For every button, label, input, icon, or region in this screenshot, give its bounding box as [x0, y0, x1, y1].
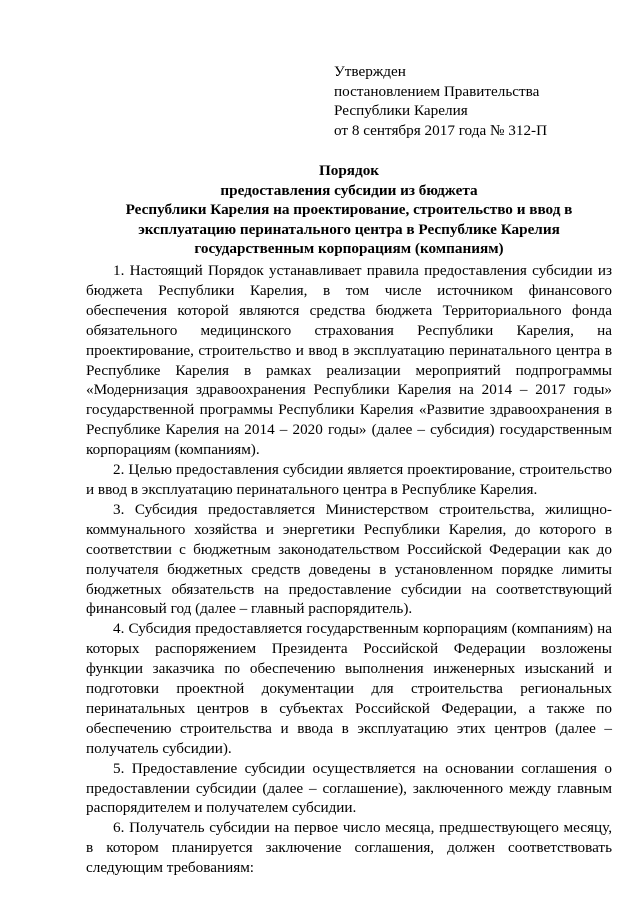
document-body — [86, 261, 612, 878]
title-line: Порядок — [318, 162, 380, 179]
approval-line: постановлением Правительства — [334, 82, 540, 100]
approval-line: Утвержден — [334, 63, 406, 80]
paragraph-4: 4. Субсидия предоставляется государственным корпорациям (компаниям) на которых распоряжением Президента Российской Федерации возложены функции заказчика по обеспечению выполнения инженерных изысканий и подготовки проектной документации для строительства региональных перинатальных центров в субъектах Российской Федерации, а также по обеспечению строительства и ввода в эксплуатацию этих центров (далее – получатель субсидии). — [86, 620, 612, 757]
approval-line: от 8 сентября 2017 года № 312-П — [334, 121, 548, 139]
title-line: государственным корпорациям (компаниям) — [194, 240, 504, 257]
title-line: предоставления субсидии из бюджета — [220, 181, 478, 199]
paragraph-6: 6. Получатель субсидии на первое число месяца, предшествующего месяцу, в котором планируется заключение соглашения, должен соответствовать следующим требованиям: — [86, 819, 612, 877]
title-line: Республики Карелия на проектирование, строительство и ввод в — [125, 201, 573, 218]
paragraph-1: 1. Настоящий Порядок устанавливает правила предоставления субсидии из бюджета Республики Карелия, в том числе источником финансового обеспечения которой являются средства бюджета Территориального фонда обязательного медицинского страхования Республики Карелия, на проектирование, строительство и ввод в эксплуатацию перинатального центра в Республике Карелия в рамках реализации мероприятий подпрограммы «Модернизация здравоохранения Республики Карелия на 2014 – 2017 годы» государственной программы Республики Карелия «Развитие здравоохранения в Республике Карелия на 2014 – 2020 годы» (далее – субсидия) государственным корпорациям (компаниям). — [86, 262, 612, 459]
paragraph-5: 5. Предоставление субсидии осуществляется на основании соглашения о предоставлении субсидии (далее – соглашение), заключенного между главным распорядителем и получателем субсидии. — [86, 759, 612, 817]
approval-stamp — [334, 62, 624, 140]
document-title — [86, 161, 612, 259]
paragraph-2: 2. Целью предоставления субсидии является проектирование, строительство и ввод в эксплуатацию перинатального центра в Республике Карелия. — [86, 461, 612, 498]
approval-line: Республики Карелия — [334, 102, 468, 119]
title-line: эксплуатацию перинатального центра в Республике Карелия — [138, 220, 560, 238]
paragraph-3: 3. Субсидия предоставляется Министерством строительства, жилищно-коммунального хозяйства и энергетики Республики Карелия, до которого в соответствии с бюджетным законодательством Российской Федерации как до получателя бюджетных средств доведены в установленном порядке лимиты бюджетных обязательств на предоставление субсидии на соответствующий финансовый год (далее – главный распорядитель). — [86, 500, 612, 618]
